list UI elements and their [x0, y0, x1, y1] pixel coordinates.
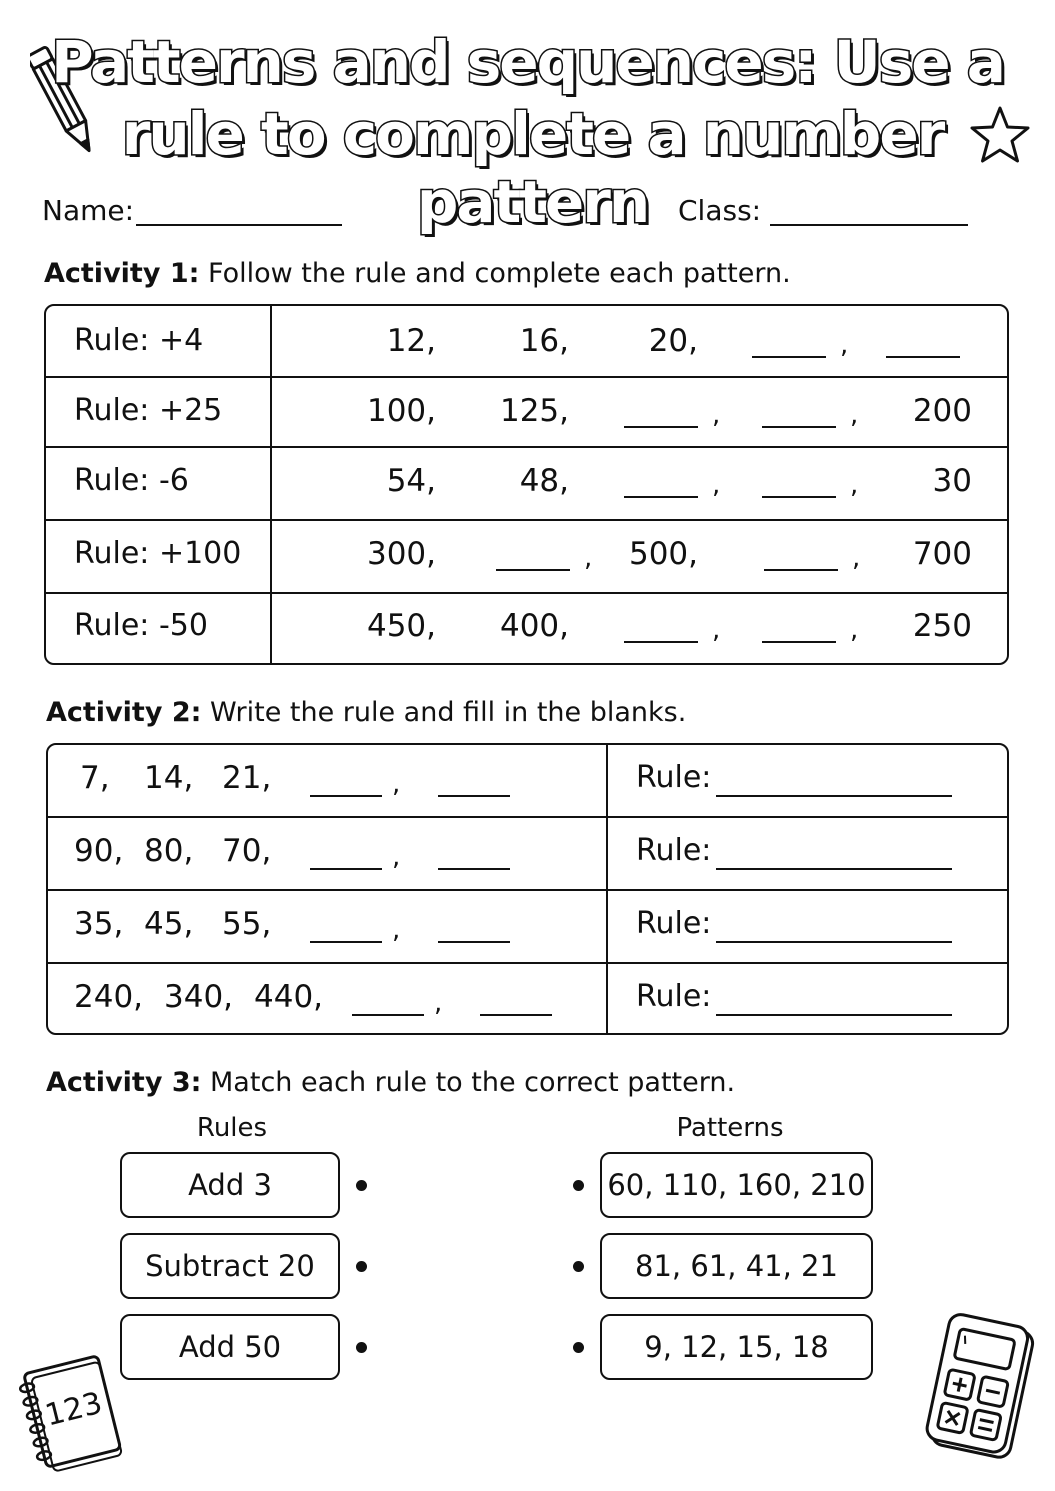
- activity3-instruction: Match each rule to the correct pattern.: [210, 1067, 736, 1098]
- sequence-number: 440,: [254, 979, 324, 1015]
- rule-label: Rule: +4: [74, 323, 204, 358]
- comma: ,: [840, 330, 849, 360]
- rule-box[interactable]: Subtract 20: [120, 1233, 340, 1299]
- sequence-number: 14,: [144, 760, 194, 796]
- comma: ,: [584, 543, 593, 573]
- class-field[interactable]: [770, 224, 968, 226]
- answer-blank[interactable]: [480, 1014, 552, 1016]
- sequence-number: 340,: [164, 979, 234, 1015]
- sequence-number: 240,: [74, 979, 144, 1015]
- patterns-heading: Patterns: [676, 1113, 784, 1143]
- activity1-label: Activity 1:: [44, 258, 200, 289]
- answer-blank[interactable]: [310, 795, 382, 797]
- rule-label: Rule:: [636, 979, 712, 1014]
- rule-dot[interactable]: [356, 1261, 367, 1272]
- comma: ,: [392, 842, 401, 872]
- rule-label: Rule: -50: [74, 608, 208, 643]
- answer-blank[interactable]: [624, 496, 698, 498]
- rule-answer-line[interactable]: [716, 795, 952, 797]
- comma: ,: [850, 615, 859, 645]
- name-field[interactable]: [136, 224, 342, 226]
- comma: ,: [712, 615, 721, 645]
- answer-blank[interactable]: [886, 356, 960, 358]
- activity1-heading: [44, 258, 791, 289]
- activity2-instruction: Write the rule and fill in the blanks.: [210, 697, 687, 728]
- title-line-1: Patterns and sequences: Use a: [51, 28, 1004, 96]
- rule-label: Rule: -6: [74, 463, 189, 498]
- pattern-number: 250: [912, 608, 972, 644]
- answer-blank[interactable]: [438, 941, 510, 943]
- sequence-number: 55,: [222, 906, 272, 942]
- pattern-number: 200: [912, 393, 972, 429]
- activity2-label: Activity 2:: [46, 697, 202, 728]
- sequence-number: 35,: [74, 906, 124, 942]
- rule-label: Rule:: [636, 906, 712, 941]
- comma: ,: [850, 400, 859, 430]
- rule-answer-line[interactable]: [716, 868, 952, 870]
- rule-answer-line[interactable]: [716, 1014, 952, 1016]
- activity1-instruction: Follow the rule and complete each pattern.: [208, 258, 791, 289]
- pattern-number: 20,: [648, 323, 698, 359]
- pattern-dot[interactable]: [573, 1342, 584, 1353]
- rule-label: Rule: +25: [74, 393, 223, 428]
- answer-blank[interactable]: [438, 795, 510, 797]
- activity3-heading: [46, 1067, 735, 1098]
- pattern-box[interactable]: 81, 61, 41, 21: [600, 1233, 873, 1299]
- rule-dot[interactable]: [356, 1180, 367, 1191]
- answer-blank[interactable]: [762, 496, 836, 498]
- answer-blank[interactable]: [496, 569, 570, 571]
- rule-answer-line[interactable]: [716, 941, 952, 943]
- rule-label: Rule:: [636, 760, 712, 795]
- name-label: Name:: [42, 194, 135, 227]
- rules-heading: Rules: [196, 1113, 268, 1143]
- rule-label: Rule:: [636, 833, 712, 868]
- sequence-number: 70,: [222, 833, 272, 869]
- pattern-dot[interactable]: [573, 1180, 584, 1191]
- answer-blank[interactable]: [762, 641, 836, 643]
- activity3-label: Activity 3:: [46, 1067, 202, 1098]
- answer-blank[interactable]: [752, 356, 826, 358]
- sequence-number: 7,: [80, 760, 110, 796]
- pattern-number: 12,: [386, 323, 436, 359]
- answer-blank[interactable]: [764, 569, 838, 571]
- activity2-heading: [46, 697, 686, 728]
- pattern-dot[interactable]: [573, 1261, 584, 1272]
- answer-blank[interactable]: [438, 868, 510, 870]
- pattern-number: 48,: [519, 463, 569, 499]
- comma: ,: [434, 988, 443, 1018]
- comma: ,: [712, 470, 721, 500]
- notebook-label: 123: [41, 1385, 106, 1434]
- class-label: Class:: [678, 194, 762, 227]
- pattern-number: 54,: [386, 463, 436, 499]
- sequence-number: 90,: [74, 833, 124, 869]
- sequence-number: 45,: [144, 906, 194, 942]
- pattern-number: 500,: [628, 536, 698, 572]
- rule-box[interactable]: Add 50: [120, 1314, 340, 1380]
- rule-dot[interactable]: [356, 1342, 367, 1353]
- star-icon: [968, 104, 1032, 166]
- pattern-box[interactable]: 60, 110, 160, 210: [600, 1152, 873, 1218]
- comma: ,: [852, 543, 861, 573]
- rule-box[interactable]: Add 3: [120, 1152, 340, 1218]
- pattern-number: 30: [932, 463, 972, 499]
- comma: ,: [850, 470, 859, 500]
- comma: ,: [712, 400, 721, 430]
- comma: ,: [392, 769, 401, 799]
- calculator-icon: [918, 1310, 1042, 1470]
- answer-blank[interactable]: [762, 426, 836, 428]
- pattern-number: 400,: [499, 608, 569, 644]
- notebook-icon: [14, 1350, 126, 1472]
- answer-blank[interactable]: [624, 641, 698, 643]
- answer-blank[interactable]: [624, 426, 698, 428]
- pattern-number: 450,: [366, 608, 436, 644]
- sequence-number: 80,: [144, 833, 194, 869]
- answer-blank[interactable]: [352, 1014, 424, 1016]
- pattern-number: 125,: [499, 393, 569, 429]
- pattern-box[interactable]: 9, 12, 15, 18: [600, 1314, 873, 1380]
- comma: ,: [392, 915, 401, 945]
- pattern-number: 700: [912, 536, 972, 572]
- pattern-number: 16,: [519, 323, 569, 359]
- title-line-2: rule to complete a number pattern: [121, 100, 944, 236]
- answer-blank[interactable]: [310, 941, 382, 943]
- pattern-number: 100,: [366, 393, 436, 429]
- rule-label: Rule: +100: [74, 536, 242, 571]
- sequence-number: 21,: [222, 760, 272, 796]
- pattern-number: 300,: [366, 536, 436, 572]
- answer-blank[interactable]: [310, 868, 382, 870]
